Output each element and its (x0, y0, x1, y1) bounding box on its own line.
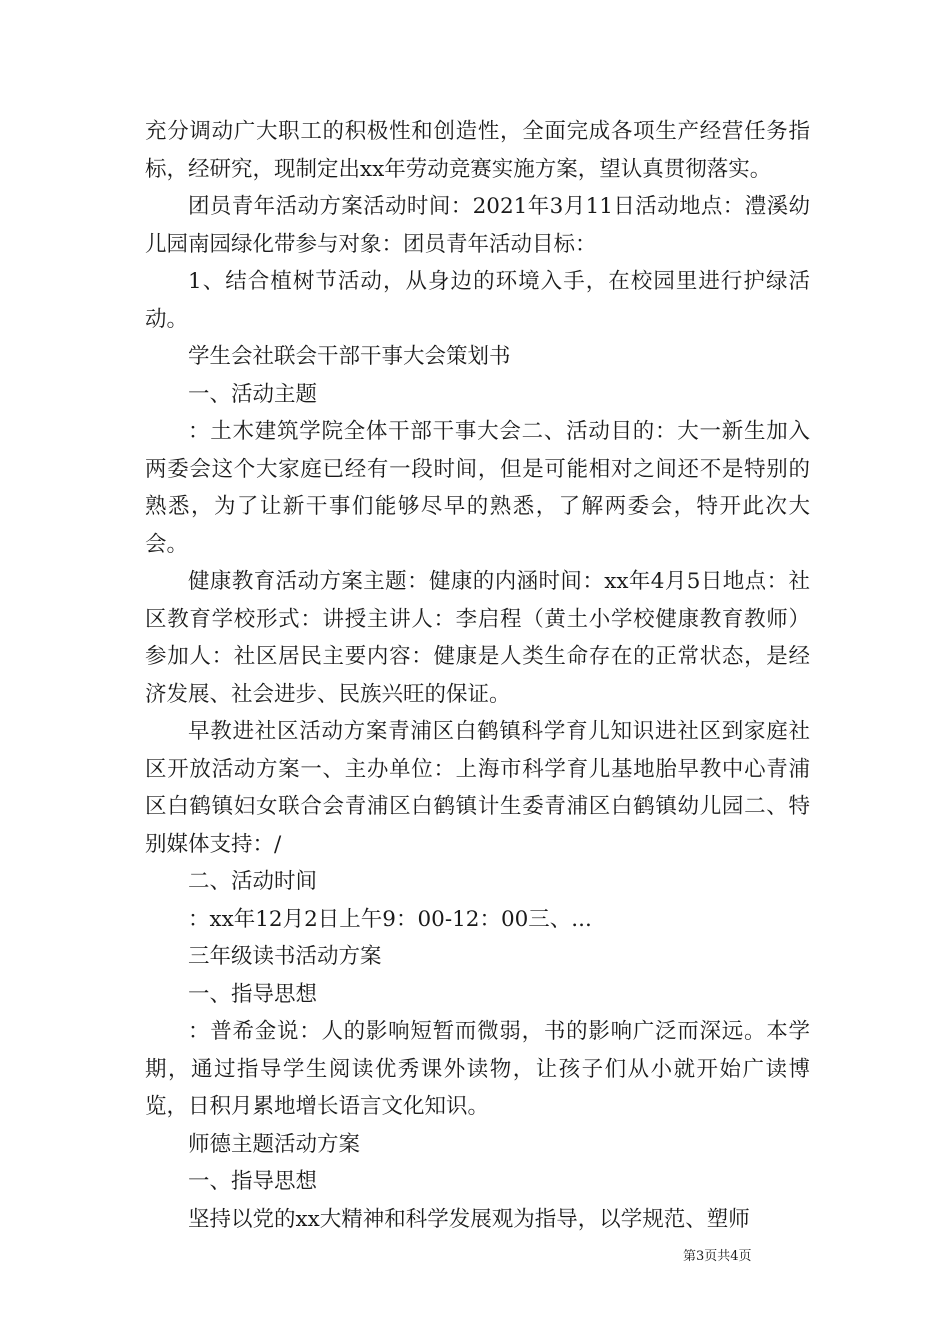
page-number-footer: 第3页共4页 (683, 1249, 752, 1264)
document-body (145, 113, 810, 1238)
paragraph-16: 坚持以党的xx大精神和科学发展观为指导，以学规范、塑师 (188, 1206, 750, 1232)
paragraph-11: 三年级读书活动方案 (188, 944, 382, 969)
paragraph-5: 一、活动主题 (188, 381, 318, 407)
paragraph-1: 充分调动广大职工的积极性和创造性，全面完成各项生产经营任务指标，经研究，现制定出xx年劳动竞赛实施方案，望认真贯彻落实。 (145, 119, 810, 182)
paragraph-3: 1、结合植树节活动，从身边的环境入手，在校园里进行护绿活动。 (145, 269, 810, 332)
paragraph-14: 师德主题活动方案 (188, 1131, 361, 1157)
paragraph-2: 团员青年活动方案活动时间：2021年3月11日活动地点：澧溪幼儿园南园绿化带参与对象：团员青年活动目标： (145, 194, 810, 257)
paragraph-15: 一、指导思想 (188, 1169, 318, 1194)
paragraph-13: ：普希金说：人的影响短暂而微弱，书的影响广泛而深远。本学期，通过指导学生阅读优秀课外读物，让孩子们从小就开始广读博览，日积月累地增长语言文化知识。 (145, 1019, 810, 1119)
paragraph-6: ：土木建筑学院全体干部干事大会二、活动目的：大一新生加入两委会这个大家庭已经有一段时间，但是可能相对之间还不是特别的熟悉，为了让新干事们能够尽早的熟悉，了解两委会，特开此次大会。 (145, 419, 810, 557)
paragraph-10: ：xx年12月2日上午9：00-12：00三、... (188, 906, 592, 932)
paragraph-4: 学生会社联会干部干事大会策划书 (188, 344, 511, 369)
paragraph-12: 一、指导思想 (188, 981, 318, 1007)
paragraph-8: 早教进社区活动方案青浦区白鹤镇科学育儿知识进社区到家庭社区开放活动方案一、主办单位：上海市科学育儿基地胎早教中心青浦区白鹤镇妇女联合会青浦区白鹤镇计生委青浦区白鹤镇幼儿园二、特别媒体支持：/ (145, 719, 810, 857)
paragraph-7: 健康教育活动方案主题：健康的内涵时间：xx年4月5日地点：社区教育学校形式：讲授主讲人：李启程（黄土小学校健康教育教师）参加人：社区居民主要内容：健康是人类生命存在的正常状态，是经济发展、社会进步、民族兴旺的保证。 (145, 569, 810, 707)
paragraph-9: 二、活动时间 (188, 869, 318, 894)
